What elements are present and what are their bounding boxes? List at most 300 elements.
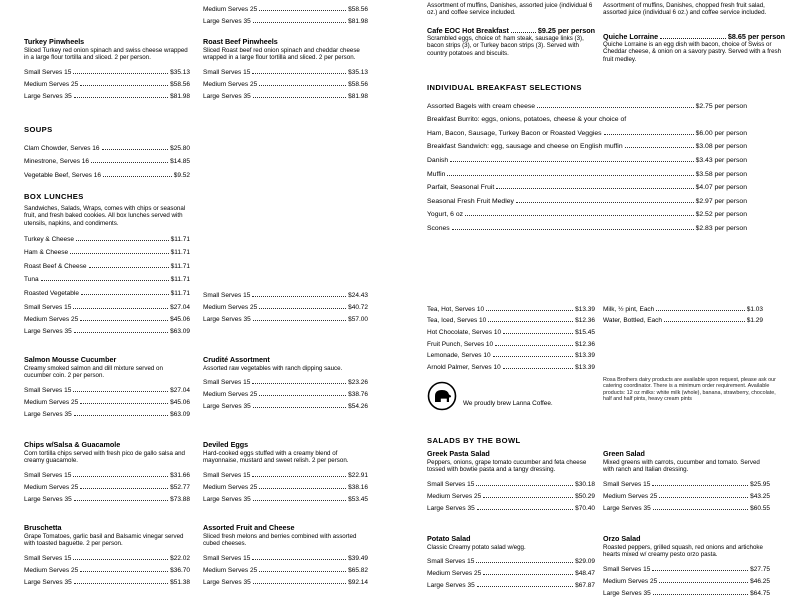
menu-item-quiche-lorraine	[603, 30, 785, 65]
entry-label: Vegetable Beef, Serves 16	[24, 171, 101, 179]
dotted-leader	[74, 332, 168, 333]
dotted-leader	[252, 383, 346, 384]
size-label: Medium Serves 25	[203, 391, 258, 399]
dotted-leader	[503, 368, 573, 369]
carryover-size-rows-col2-mid	[203, 287, 368, 323]
price: $11.71	[170, 249, 190, 257]
soups-heading: SOUPS	[24, 125, 53, 134]
box-lunches-entries	[24, 229, 190, 297]
item-title: Bruschetta	[24, 523, 62, 532]
price-row	[427, 553, 595, 565]
dotted-leader	[664, 321, 745, 322]
size-price-rows	[203, 467, 368, 503]
price: $38.76	[348, 391, 368, 399]
price-row	[427, 476, 595, 488]
entry-label: Parfait, Seasonal Fruit	[427, 184, 495, 192]
price: $1.29	[746, 317, 763, 325]
dotted-leader	[73, 476, 168, 477]
dotted-leader	[465, 215, 694, 216]
dotted-leader	[73, 559, 168, 560]
price-row	[24, 574, 190, 586]
price: $13.39	[575, 364, 595, 372]
price-row	[24, 382, 190, 394]
price: $48.47	[575, 570, 595, 578]
dotted-leader	[74, 97, 168, 98]
size-label: Small Serves 15	[24, 304, 72, 311]
dotted-leader	[89, 267, 169, 268]
price-row	[24, 229, 190, 243]
item-description: Classic Creamy potato salad w/egg.	[427, 544, 526, 551]
price-row	[24, 479, 190, 491]
dotted-leader	[80, 320, 168, 321]
price: $51.38	[170, 578, 190, 586]
item-description: Corn tortilla chips served with fresh pico de gallo salsa and creamy guacamole.	[24, 450, 185, 465]
price-row	[427, 150, 747, 164]
price-row	[24, 467, 190, 479]
size-label: Medium Serves 25	[427, 570, 482, 578]
price-row	[603, 313, 763, 325]
dotted-leader	[103, 176, 172, 177]
dotted-leader	[259, 395, 346, 396]
titled-price-row	[427, 24, 595, 35]
size-label: Large Serves 35	[24, 495, 72, 503]
price: $3.43 per person	[695, 156, 747, 164]
size-price-rows	[603, 561, 770, 597]
price-row	[24, 64, 190, 76]
dotted-leader	[625, 147, 694, 148]
size-label: Medium Serves 25	[24, 483, 79, 491]
size-label: Large Serves 35	[603, 504, 651, 512]
dotted-leader	[660, 38, 726, 39]
dotted-leader	[447, 175, 693, 176]
price: $27.75	[750, 565, 770, 573]
price: $11.71	[170, 276, 190, 284]
entry-label: Hot Chocolate, Serves 10	[427, 329, 502, 337]
dotted-leader	[81, 294, 169, 295]
dotted-leader	[495, 345, 573, 346]
price: $63.09	[170, 410, 190, 418]
price: $15.45	[575, 329, 595, 337]
dotted-leader	[537, 107, 694, 108]
dotted-leader	[252, 559, 346, 560]
size-price-rows	[203, 1, 368, 25]
dotted-leader	[656, 310, 744, 311]
item-description: Scrambled eggs, choice of: ham steak, sausage links (3), bacon strips (3), or Turkey bacon strips (3). Served with country potatoes and biscuits.	[427, 35, 584, 57]
menu-item-green-salad	[603, 450, 770, 512]
price-row	[427, 336, 595, 348]
dotted-leader	[652, 485, 748, 486]
price-row	[203, 398, 368, 410]
price: $81.98	[348, 18, 368, 25]
price-row	[603, 476, 770, 488]
price: $38.16	[348, 483, 368, 491]
dotted-leader	[102, 149, 169, 150]
price-row	[203, 374, 368, 386]
dotted-leader	[477, 509, 573, 510]
dotted-leader	[259, 85, 346, 86]
price-row	[603, 500, 770, 512]
price-row	[203, 550, 368, 562]
price-row	[24, 299, 190, 311]
price: $23.26	[348, 379, 368, 387]
menu-item-turkey-pinwheels	[24, 38, 190, 100]
dotted-leader	[253, 22, 346, 23]
dotted-leader	[74, 583, 168, 584]
price: $22.02	[170, 554, 190, 562]
price: $6.00 per person	[695, 129, 747, 137]
dotted-leader	[252, 296, 346, 297]
menu-item-salmon-mousse-cucumber	[24, 356, 190, 418]
dotted-leader	[70, 253, 169, 254]
menu-item-crudite-assortment	[203, 356, 368, 410]
price-row	[427, 565, 595, 577]
dotted-leader	[73, 73, 168, 74]
dotted-leader	[73, 308, 168, 309]
size-label: Medium Serves 25	[603, 577, 658, 585]
item-title: Greek Pasta Salad	[427, 449, 490, 458]
price-row	[603, 301, 763, 313]
price-row	[203, 386, 368, 398]
price-row	[24, 152, 190, 166]
dotted-leader	[486, 310, 573, 311]
section-individual-breakfast-selections	[427, 83, 747, 232]
price: $60.55	[750, 504, 770, 512]
price: $2.52 per person	[695, 211, 747, 219]
price: $11.71	[170, 235, 190, 243]
entry-label: Water, Bottled, Each	[603, 317, 663, 325]
price: $81.98	[170, 92, 190, 100]
size-label: Large Serves 35	[24, 92, 72, 100]
price-row	[203, 479, 368, 491]
price-row	[427, 359, 595, 371]
size-label: Large Serves 35	[203, 316, 251, 323]
dotted-leader	[253, 500, 346, 501]
item-description: Creamy smoked salmon and dill mixture served on cucumber coin. 2 per person.	[24, 365, 163, 380]
elephant-coffee-logo-icon	[427, 381, 457, 411]
item-title: Orzo Salad	[603, 534, 641, 543]
box-lunches-note: Sandwiches, Salads, Wraps, comes with chips or seasonal fruit, and fresh baked cookies. All box lunches served with utensils, napkins, and condiments.	[24, 205, 186, 227]
dotted-leader	[253, 320, 346, 321]
entry-label: Roasted Vegetable	[24, 289, 79, 297]
size-label: Large Serves 35	[24, 410, 72, 418]
item-description: Assortment of muffins, Danishes, assorted juice (individual 6 oz.) and coffee service included.	[427, 2, 593, 17]
price-row	[24, 550, 190, 562]
item-title: Assorted Fruit and Cheese	[203, 523, 295, 532]
menu-item-greek-pasta-salad	[427, 450, 595, 512]
size-label: Large Serves 35	[203, 495, 251, 503]
price: $53.45	[348, 495, 368, 503]
price: $58.56	[170, 80, 190, 88]
price: $45.06	[170, 316, 190, 323]
price: $36.70	[170, 566, 190, 574]
section-box-lunches	[24, 192, 190, 297]
size-price-rows	[427, 553, 595, 589]
price: $27.04	[170, 304, 190, 311]
entry-label: Tea, Iced, Serves 10	[427, 317, 487, 325]
price: $73.88	[170, 495, 190, 503]
entry-label: Breakfast Sandwich: egg, sausage and cheese on English muffin	[427, 143, 623, 151]
size-label: Medium Serves 25	[24, 566, 79, 574]
price: $2.97 per person	[695, 197, 747, 205]
dotted-leader	[80, 85, 168, 86]
size-label: Large Serves 35	[24, 328, 72, 335]
dairy-availability-note	[603, 377, 785, 403]
price: $46.25	[750, 577, 770, 585]
size-price-rows	[203, 550, 368, 586]
price-row	[24, 243, 190, 257]
price-row	[203, 311, 368, 323]
price: $1.03	[746, 305, 763, 313]
box-lunches-heading: BOX LUNCHES	[24, 192, 84, 201]
size-label: Medium Serves 25	[203, 304, 258, 311]
dotted-leader	[516, 202, 694, 203]
dotted-leader	[74, 415, 168, 416]
dotted-leader	[477, 586, 573, 587]
price-row	[203, 287, 368, 299]
size-price-rows	[24, 64, 190, 100]
size-label: Medium Serves 25	[203, 6, 258, 13]
price-row	[24, 88, 190, 100]
size-label: Large Serves 35	[203, 18, 251, 25]
price: $4.07 per person	[695, 184, 747, 192]
price-row	[427, 218, 747, 232]
size-price-rows	[603, 476, 770, 512]
price-row	[203, 574, 368, 586]
menu-item-bruschetta	[24, 524, 190, 586]
dotted-leader	[259, 308, 346, 309]
carryover-desc-col3	[427, 2, 595, 19]
menu-item-chips-salsa-guacamole	[24, 441, 190, 503]
price-row	[427, 205, 747, 219]
price-row	[603, 585, 770, 597]
dotted-leader	[253, 97, 346, 98]
item-title: Quiche Lorraine	[603, 32, 659, 41]
size-label: Medium Serves 25	[427, 492, 482, 500]
price: $9.52	[173, 171, 190, 179]
dotted-leader	[476, 485, 573, 486]
price: $13.39	[575, 305, 595, 313]
size-label: Medium Serves 25	[603, 492, 658, 500]
price: $64.75	[750, 589, 770, 597]
price-row	[427, 96, 747, 110]
item-title: Turkey Pinwheels	[24, 37, 85, 46]
size-label: Medium Serves 25	[24, 316, 79, 323]
dotted-leader	[503, 333, 573, 334]
dotted-leader	[653, 594, 748, 595]
breakfast-entries	[427, 96, 747, 232]
menu-item-orzo-salad	[603, 535, 770, 597]
dotted-leader	[80, 571, 168, 572]
item-title: Green Salad	[603, 449, 645, 458]
size-label: Large Serves 35	[203, 403, 251, 411]
item-title: Chips w/Salsa & Guacamole	[24, 440, 121, 449]
dotted-leader	[91, 162, 168, 163]
size-label: Small Serves 15	[427, 480, 475, 488]
size-label: Medium Serves 25	[24, 398, 79, 406]
dotted-leader	[450, 161, 693, 162]
size-label: Small Serves 15	[24, 554, 72, 562]
item-title: Roast Beef Pinwheels	[203, 37, 278, 46]
size-label: Small Serves 15	[603, 480, 651, 488]
dotted-leader	[74, 500, 168, 501]
price-row	[24, 165, 190, 179]
size-label: Large Serves 35	[427, 582, 475, 590]
dotted-leader	[452, 229, 694, 230]
dotted-leader	[252, 73, 346, 74]
price: $67.87	[575, 582, 595, 590]
price-row	[203, 467, 368, 479]
price: $2.83 per person	[695, 224, 747, 232]
size-label: Small Serves 15	[24, 68, 72, 76]
price-row	[427, 577, 595, 589]
dotted-leader	[41, 280, 169, 281]
size-label: Small Serves 15	[24, 386, 72, 394]
price: $11.71	[170, 289, 190, 297]
size-price-rows	[24, 299, 190, 335]
item-description: Assortment of muffins, Danishes, chopped fresh fruit salad, assorted juice (individual 6 oz.) and coffee service included.	[603, 2, 767, 17]
size-label: Medium Serves 25	[203, 80, 258, 88]
price: $81.98	[348, 92, 368, 100]
size-price-rows	[203, 287, 368, 323]
menu-item-assorted-fruit-and-cheese	[203, 524, 368, 586]
size-price-rows	[24, 467, 190, 503]
beverages-col4	[603, 301, 763, 324]
price: $22.91	[348, 471, 368, 479]
price: $50.29	[575, 492, 595, 500]
soups-entries	[24, 138, 190, 179]
entry-label: Turkey & Cheese	[24, 235, 74, 243]
breakfast-selections-heading: INDIVIDUAL BREAKFAST SELECTIONS	[427, 83, 582, 92]
price: $58.56	[348, 80, 368, 88]
dotted-leader	[488, 321, 573, 322]
item-description: Mixed greens with carrots, cucumber and tomato. Served with ranch and Italian dressing.	[603, 459, 760, 474]
price: $54.26	[348, 403, 368, 411]
entry-label: Minestrone, Serves 16	[24, 158, 90, 165]
dotted-leader	[659, 582, 748, 583]
price: $39.49	[348, 554, 368, 562]
dotted-leader	[476, 562, 573, 563]
dotted-leader	[511, 32, 536, 33]
price-row	[24, 491, 190, 503]
beverages-col3	[427, 301, 595, 371]
price: $30.18	[575, 480, 595, 488]
price: $57.00	[348, 316, 368, 323]
price-row	[24, 562, 190, 574]
price: $29.09	[575, 558, 595, 566]
price: $45.06	[170, 398, 190, 406]
price: $31.66	[170, 471, 190, 479]
price: $25.80	[170, 144, 190, 152]
entry-label: Tuna	[24, 276, 39, 284]
entry-label: Roast Beef & Cheese	[24, 262, 87, 270]
price: $8.65 per person	[727, 32, 785, 41]
price-row	[203, 88, 368, 100]
entry-label: Lemonade, Serves 10	[427, 352, 491, 360]
carryover-desc-col4	[603, 2, 785, 19]
item-description: Grape Tomatoes, garlic basil and Balsamic vinegar served with toasted baguette. 2 per person.	[24, 533, 184, 548]
dotted-leader	[253, 583, 346, 584]
price-row	[427, 164, 747, 178]
price-row	[603, 488, 770, 500]
entry-label: Danish	[427, 156, 449, 164]
price: $9.25 per person	[537, 26, 595, 35]
size-price-rows	[203, 374, 368, 410]
size-label: Medium Serves 25	[203, 566, 258, 574]
dotted-leader	[493, 356, 574, 357]
section-salads-by-the-bowl	[427, 436, 747, 449]
elephant-coffee-logo-icon	[427, 381, 457, 411]
entry-label: Clam Chowder, Serves 16	[24, 144, 100, 152]
price-row	[427, 191, 747, 205]
dotted-leader	[659, 497, 748, 498]
price-row	[603, 561, 770, 573]
dotted-leader	[652, 570, 748, 571]
price-row	[427, 348, 595, 360]
price-row	[203, 64, 368, 76]
entry-label: Yogurt, 6 oz	[427, 211, 464, 219]
price-row	[203, 491, 368, 503]
price: $24.43	[348, 292, 368, 299]
price-row	[427, 178, 747, 192]
price-row	[203, 299, 368, 311]
coffee-brand-note	[427, 381, 627, 411]
size-label: Small Serves 15	[203, 379, 251, 387]
price-row	[24, 138, 190, 152]
entry-label: Ham, Bacon, Sausage, Turkey Bacon or Roasted Veggies	[427, 129, 602, 137]
titled-price-row	[603, 30, 785, 41]
entry-label: Assorted Bagels with cream cheese	[427, 102, 536, 110]
price: $35.13	[348, 68, 368, 76]
price-row	[603, 573, 770, 585]
price: $3.08 per person	[695, 143, 747, 151]
item-title: Potato Salad	[427, 534, 471, 543]
price-row	[24, 323, 190, 335]
item-title: Deviled Eggs	[203, 440, 249, 449]
dotted-leader	[483, 574, 573, 575]
price: $40.72	[348, 304, 368, 311]
item-title: Crudité Assortment	[203, 355, 270, 364]
dotted-leader	[259, 10, 346, 11]
price-row	[24, 270, 190, 284]
price: $12.36	[575, 317, 595, 325]
coffee-caption: We proudly brew Lanna Coffee.	[463, 400, 553, 407]
size-label: Small Serves 15	[203, 292, 251, 299]
price: $11.71	[170, 262, 190, 270]
dotted-leader	[496, 188, 693, 189]
price: $35.13	[170, 68, 190, 76]
item-description: Quiche Lorraine is an egg dish with bacon, choice of Swiss or Cheddar cheese, & onion on a savory pastry. Served with a fresh fruit medley.	[603, 41, 782, 63]
size-label: Small Serves 15	[24, 471, 72, 479]
price-row	[203, 76, 368, 88]
dotted-leader	[604, 134, 694, 135]
dotted-leader	[259, 488, 346, 489]
price-row	[24, 406, 190, 418]
salads-heading: SALADS BY THE BOWL	[427, 436, 521, 445]
size-label: Medium Serves 25	[24, 80, 79, 88]
entry-label: Scones	[427, 224, 450, 232]
dotted-leader	[253, 407, 346, 408]
entry-label: Milk, ½ pint, Each	[603, 305, 655, 313]
price: $3.58 per person	[695, 170, 747, 178]
size-price-rows	[24, 382, 190, 418]
size-label: Small Serves 15	[203, 554, 251, 562]
size-label: Small Serves 15	[427, 558, 475, 566]
price-row	[427, 488, 595, 500]
size-label: Small Serves 15	[603, 565, 651, 573]
size-price-rows	[24, 550, 190, 586]
price: $12.36	[575, 340, 595, 348]
size-label: Large Serves 35	[24, 578, 72, 586]
